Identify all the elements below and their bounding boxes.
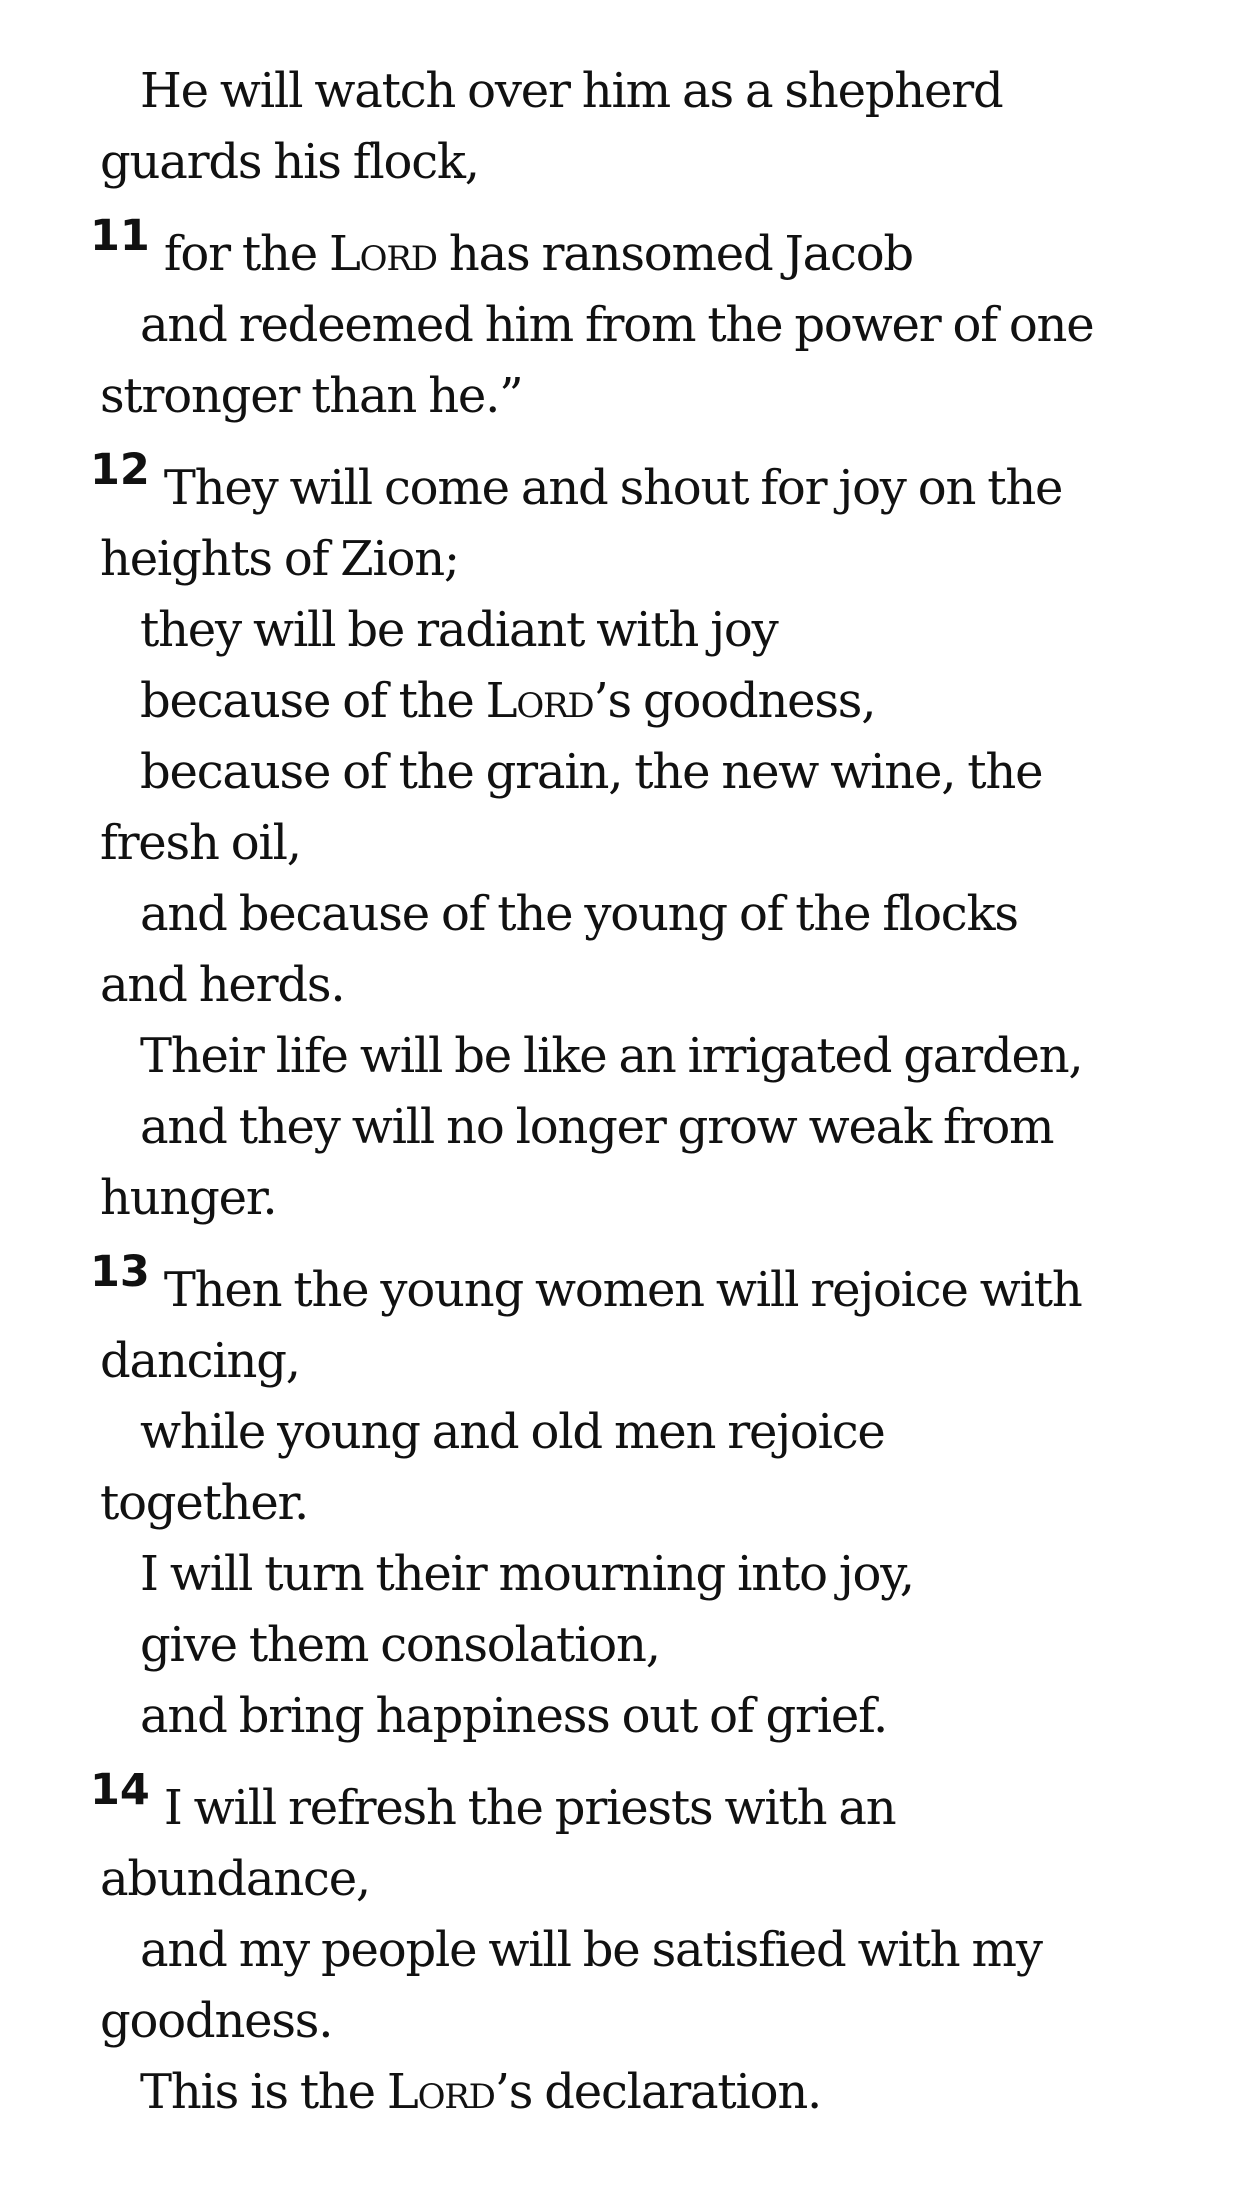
passage-line: [100, 290, 1210, 361]
passage-line: [100, 1326, 1210, 1397]
passage-line: [100, 1986, 1210, 2057]
passage-line: [100, 1610, 1210, 1681]
passage-line: [100, 808, 1210, 879]
passage-line: [100, 950, 1210, 1021]
verse-text: This is the: [140, 2064, 387, 2120]
verse-number[interactable]: 11: [90, 211, 150, 261]
divine-name: Lord: [328, 226, 437, 282]
passage-line: [100, 56, 1210, 127]
verse-line-14: [90, 1765, 1210, 1844]
verse-text: because of the: [140, 673, 486, 729]
verse-text: I will turn their mourning into joy,: [140, 1546, 914, 1602]
verse-text: fresh oil,: [100, 815, 301, 871]
passage-line: [100, 1163, 1210, 1234]
passage-line: [100, 2057, 1210, 2128]
passage-line: [100, 1397, 1210, 1468]
passage-line: [100, 595, 1210, 666]
verse-text: I will refresh the priests with an: [163, 1780, 896, 1836]
scripture-passage: [90, 56, 1210, 2128]
passage-line: [100, 737, 1210, 808]
verse-text: they will be radiant with joy: [140, 602, 778, 658]
verse-text: while young and old men rejoice: [140, 1404, 885, 1460]
passage-line: [100, 1468, 1210, 1539]
verse-number[interactable]: 14: [90, 1765, 150, 1815]
verse-text: has ransomed Jacob: [436, 226, 913, 282]
verse-text: Then the young women will rejoice with: [163, 1262, 1082, 1318]
passage-line: [100, 361, 1210, 432]
verse-text: goodness.: [100, 1993, 333, 2049]
verse-text: because of the grain, the new wine, the: [140, 744, 1043, 800]
verse-line-13: [90, 1247, 1210, 1326]
verse-text: guards his flock,: [100, 134, 479, 190]
verse-number[interactable]: 13: [90, 1247, 150, 1297]
verse-text: and my people will be satisfied with my: [140, 1922, 1042, 1978]
verse-text: abundance,: [100, 1851, 370, 1907]
verse-text: and they will no longer grow weak from: [140, 1099, 1054, 1155]
verse-text: hunger.: [100, 1170, 277, 1226]
passage-line: [100, 1092, 1210, 1163]
verse-text: dancing,: [100, 1333, 300, 1389]
verse-text: heights of Zion;: [100, 531, 459, 587]
verse-text: ’s goodness,: [593, 673, 876, 729]
verse-text: and herds.: [100, 957, 345, 1013]
verse-text: together.: [100, 1475, 309, 1531]
passage-line: [100, 1539, 1210, 1610]
passage-line: [100, 1021, 1210, 1092]
verse-text: ’s declaration.: [494, 2064, 822, 2120]
verse-text: He will watch over him as a shepherd: [140, 63, 1003, 119]
passage-line: [100, 879, 1210, 950]
passage-line: [100, 666, 1210, 737]
divine-name: Lord: [386, 2064, 495, 2120]
verse-line-11: [90, 211, 1210, 290]
verse-line-12: [90, 445, 1210, 524]
verse-text: give them consolation,: [140, 1617, 660, 1673]
verse-text: Their life will be like an irrigated garden,: [140, 1028, 1083, 1084]
verse-text: and bring happiness out of grief.: [140, 1688, 888, 1744]
verse-text: and because of the young of the flocks: [140, 886, 1018, 942]
passage-line: [100, 127, 1210, 198]
verse-number[interactable]: 12: [90, 445, 150, 495]
passage-line: [100, 524, 1210, 595]
verse-text: They will come and shout for joy on the: [163, 460, 1063, 516]
passage-line: [100, 1844, 1210, 1915]
passage-line: [100, 1915, 1210, 1986]
verse-text: for the: [163, 226, 329, 282]
verse-text: stronger than he.”: [100, 368, 523, 424]
verse-text: and redeemed him from the power of one: [140, 297, 1094, 353]
passage-line: [100, 1681, 1210, 1752]
divine-name: Lord: [485, 673, 594, 729]
